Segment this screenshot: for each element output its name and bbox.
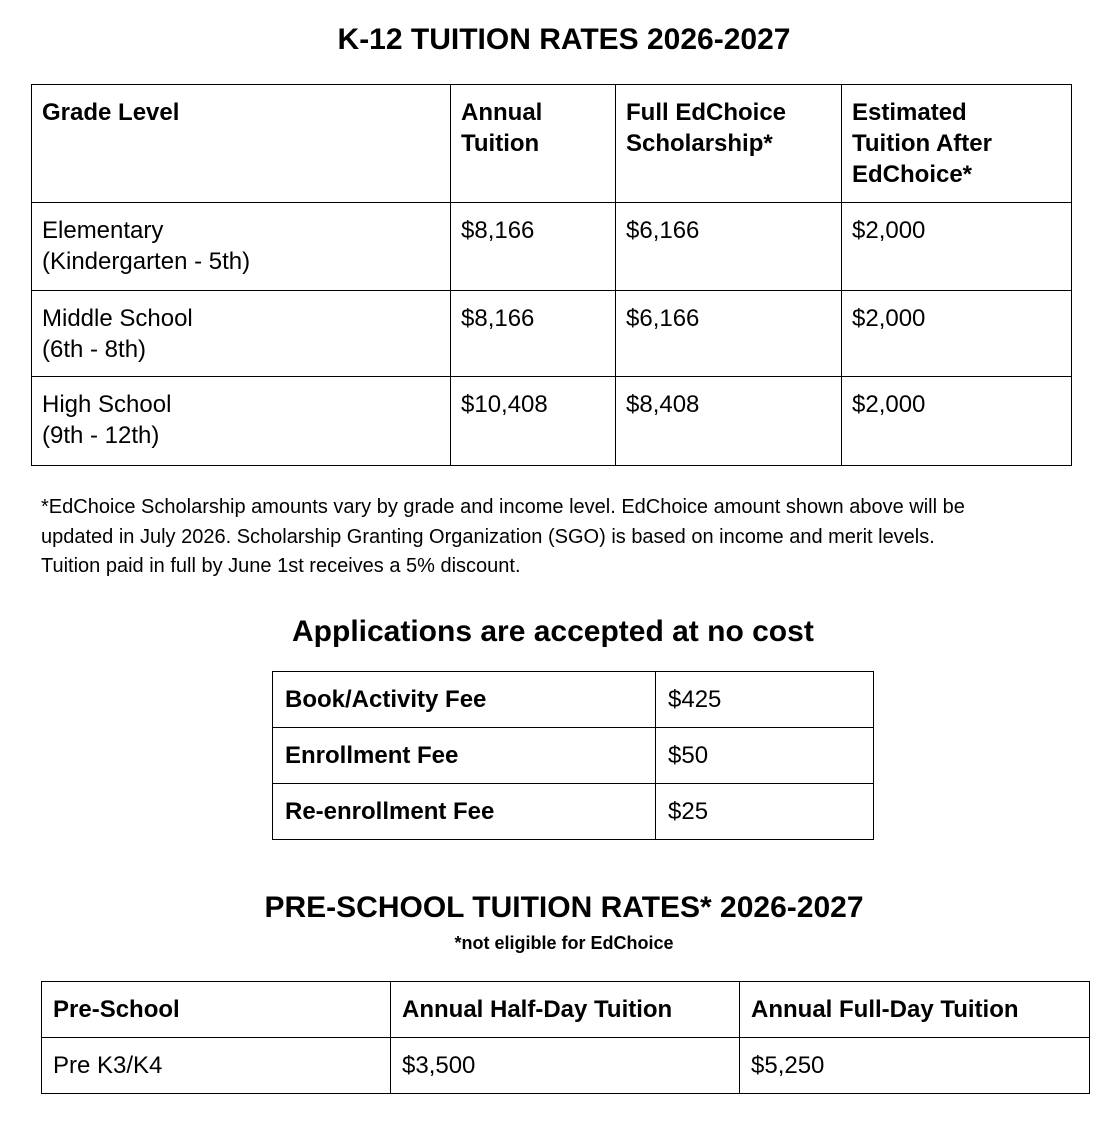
header-estimated-after: Estimated Tuition After EdChoice* xyxy=(842,85,1072,203)
grade-level-cell: Elementary (Kindergarten - 5th) xyxy=(32,203,451,291)
fee-amount: $425 xyxy=(656,672,874,728)
preschool-table xyxy=(41,981,1090,1094)
table-row xyxy=(273,672,874,728)
header-full-edchoice: Full EdChoice Scholarship* xyxy=(616,85,842,203)
full-day-cell: $5,250 xyxy=(740,1038,1090,1094)
applications-title: Applications are accepted at no cost xyxy=(292,615,814,648)
table-row xyxy=(32,377,1072,466)
tuition-after-cell: $2,000 xyxy=(842,291,1072,377)
header-grade-level: Grade Level xyxy=(32,85,451,203)
half-day-cell: $3,500 xyxy=(391,1038,740,1094)
tuition-after-cell: $2,000 xyxy=(842,377,1072,466)
preschool-title: PRE-SCHOOL TUITION RATES* 2026-2027 xyxy=(264,891,864,924)
fee-label: Re-enrollment Fee xyxy=(273,784,656,840)
program-cell: Pre K3/K4 xyxy=(42,1038,391,1094)
tuition-after-cell: $2,000 xyxy=(842,203,1072,291)
fees-table xyxy=(272,671,874,840)
preschool-header-row xyxy=(42,982,1090,1038)
header-annual-tuition: Annual Tuition xyxy=(451,85,616,203)
table-row xyxy=(273,728,874,784)
fee-amount: $25 xyxy=(656,784,874,840)
table-row xyxy=(42,1038,1090,1094)
k12-header-row xyxy=(32,85,1072,203)
grade-level-cell: High School (9th - 12th) xyxy=(32,377,451,466)
fee-label: Enrollment Fee xyxy=(273,728,656,784)
fee-amount: $50 xyxy=(656,728,874,784)
header-pre-school: Pre-School xyxy=(42,982,391,1038)
k12-tuition-table xyxy=(31,84,1072,466)
k12-title: K-12 TUITION RATES 2026-2027 xyxy=(337,23,791,56)
header-full-day: Annual Full-Day Tuition xyxy=(740,982,1090,1038)
table-row xyxy=(32,291,1072,377)
table-row xyxy=(273,784,874,840)
edchoice-cell: $6,166 xyxy=(616,291,842,377)
grade-level-cell: Middle School (6th - 8th) xyxy=(32,291,451,377)
annual-tuition-cell: $8,166 xyxy=(451,291,616,377)
annual-tuition-cell: $8,166 xyxy=(451,203,616,291)
preschool-note: *not eligible for EdChoice xyxy=(454,933,674,953)
table-row xyxy=(32,203,1072,291)
edchoice-footnote: *EdChoice Scholarship amounts vary by grade and income level. EdChoice amount shown above will be updated in July 2026. Scholarship Granting Organization (SGO) is based on income and merit levels. Tuition paid in full by June 1st receives a 5% discount. xyxy=(41,496,965,577)
edchoice-cell: $8,408 xyxy=(616,377,842,466)
edchoice-cell: $6,166 xyxy=(616,203,842,291)
fee-label: Book/Activity Fee xyxy=(273,672,656,728)
header-half-day: Annual Half-Day Tuition xyxy=(391,982,740,1038)
annual-tuition-cell: $10,408 xyxy=(451,377,616,466)
